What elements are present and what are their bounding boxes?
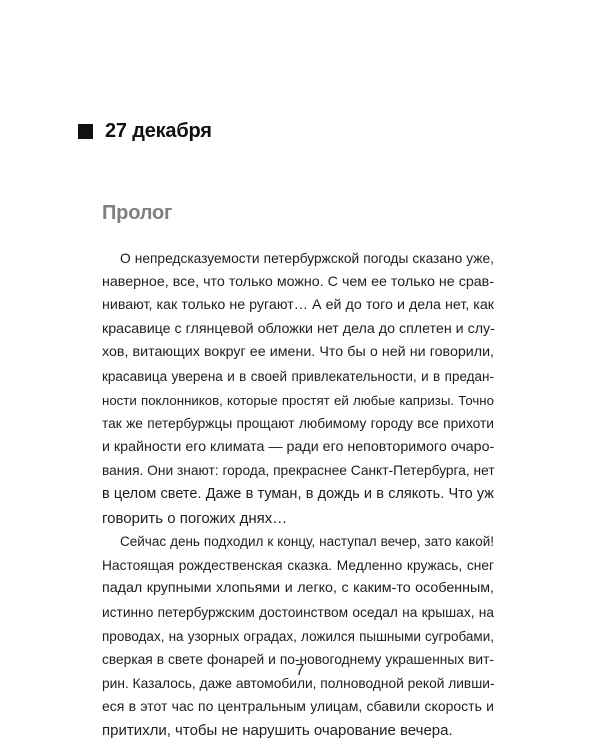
- text-line: хов, витающих вокруг ее имени. Что бы о ней ни говорили,: [102, 344, 494, 361]
- text-line: так же петербуржцы прощают любимому городу все прихоти: [102, 416, 494, 432]
- text-line: проводах, на узорных оградах, ложился пышными сугробами,: [102, 628, 494, 644]
- text-line: говорить о погожих днях…: [102, 509, 288, 527]
- square-bullet-icon: [78, 124, 93, 139]
- text-line: падал крупными хлопьями и легко, с каким-то особенным,: [102, 580, 494, 597]
- chapter-header: [78, 116, 212, 146]
- text-line: в целом свете. Даже в туман, в дождь и в слякоть. Что уж: [102, 485, 494, 502]
- text-line: еся в этот час по центральным улицам, сбавили скорость и: [102, 698, 494, 715]
- text-line: рин. Казалось, даже автомобили, полноводной рекой ливши-: [102, 675, 495, 691]
- page-number: 7: [295, 662, 305, 679]
- text-line: ности поклонников, которые простят ей любые капризы. Точно: [102, 392, 494, 408]
- text-line: притихли, чтобы не нарушить очарование вечера.: [102, 721, 453, 739]
- text-line: истинно петербуржским достоинством оседал на крышах, на: [102, 604, 494, 620]
- text-line: и крайности его климата — ради его неповторимого очаро-: [102, 438, 495, 455]
- section-title: Пролог: [102, 202, 173, 224]
- text-line: Сейчас день подходил к концу, наступал вечер, зато какой!: [120, 534, 494, 550]
- paragraph: [102, 247, 494, 530]
- text-line: красавице с глянцевой обложки нет дела до сплетен и слу-: [102, 320, 495, 337]
- text-line: вания. Они знают: города, прекраснее Санкт-Петербурга, нет: [102, 463, 495, 479]
- text-line: Настоящая рождественская сказка. Медленно кружась, снег: [102, 557, 494, 573]
- chapter-title: 27 декабря: [105, 119, 212, 142]
- text-line: сверкая в свете фонарей и по-новогоднему украшенных вит-: [102, 652, 494, 668]
- text-line: нивают, как только не ругают… А ей до того и дела нет, как: [102, 297, 494, 314]
- text-line: красавица уверена и в своей привлекательности, и в предан-: [102, 368, 494, 384]
- text-line: наверное, все, что только можно. С чем ее только не срав-: [102, 273, 494, 290]
- text-line: О непредсказуемости петербуржской погоды сказано уже,: [120, 251, 494, 266]
- paragraph: [102, 530, 494, 742]
